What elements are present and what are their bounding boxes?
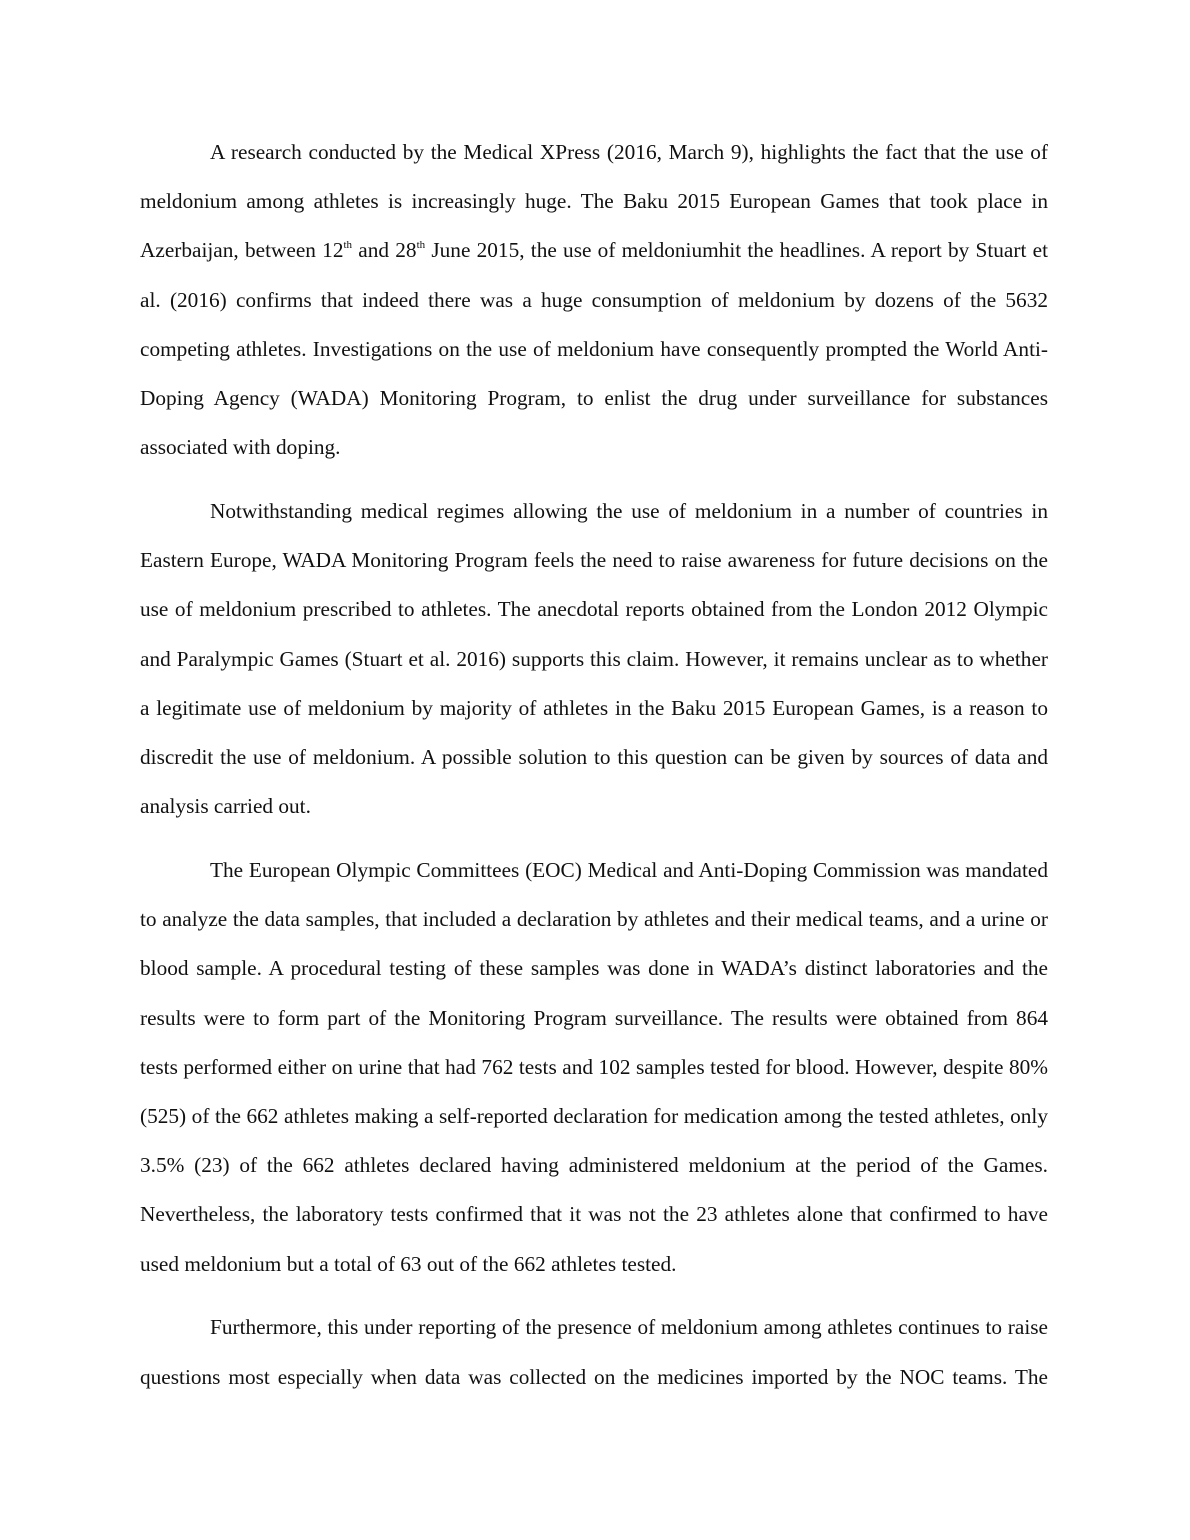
- paragraph-2: Notwithstanding medical regimes allowing the use of meldonium in a number of countries in Eastern Europe, WADA Monitoring Program feels the need to raise awareness for future decisions on the use of meldonium prescribed to athletes. The anecdotal reports obtained from the London 2012 Olympic and Paralympic Games (Stuart et al. 2016) supports this claim. However, it remains unclear as to whether a legitimate use of meldonium by majority of athletes in the Baku 2015 European Games, is a reason to discredit the use of meldonium. A possible solution to this question can be given by sources of data and analysis carried out.: [140, 499, 1048, 819]
- ordinal-suffix-12th: th: [343, 239, 353, 252]
- paragraph-1-text-a: A research conducted by the Medical XPress (2016, March 9), highlights the fact that the use of meldonium among athletes is increasingly huge. The Baku 2015 European Games that took place in Azerbaijan, between 12: [140, 140, 1048, 263]
- paragraph-1-text-c: June 2015, the use of meldoniumhit the headlines. A report by Stuart et al. (2016) confirms that indeed there was a huge consumption of meldonium by dozens of the 5632 competing athletes. Investigations on the use of meldonium have consequently prompted the World Anti-Doping Agency (WADA) Monitoring Program, to enlist the drug under surveillance for substances associated with doping.: [140, 238, 1048, 460]
- document-page: [140, 128, 1048, 1416]
- ordinal-suffix-28th: th: [416, 239, 426, 252]
- paragraph-1: [140, 128, 1048, 472]
- paragraph-4: Furthermore, this under reporting of the presence of meldonium among athletes continues to raise questions most especially when data was collected on the medicines imported by the NOC teams. The: [140, 1315, 1048, 1389]
- paragraph-3: The European Olympic Committees (EOC) Medical and Anti-Doping Commission was mandated to analyze the data samples, that included a declaration by athletes and their medical teams, and a urine or blood sample. A procedural testing of these samples was done in WADA’s distinct laboratories and the results were to form part of the Monitoring Program surveillance. The results were obtained from 864 tests performed either on urine that had 762 tests and 102 samples tested for blood. However, despite 80% (525) of the 662 athletes making a self-reported declaration for medication among the tested athletes, only 3.5% (23) of the 662 athletes declared having administered meldonium at the period of the Games. Nevertheless, the laboratory tests confirmed that it was not the 23 athletes alone that confirmed to have used meldonium but a total of 63 out of the 662 athletes tested.: [140, 858, 1048, 1276]
- paragraph-1-text-b: and 28: [352, 238, 417, 263]
